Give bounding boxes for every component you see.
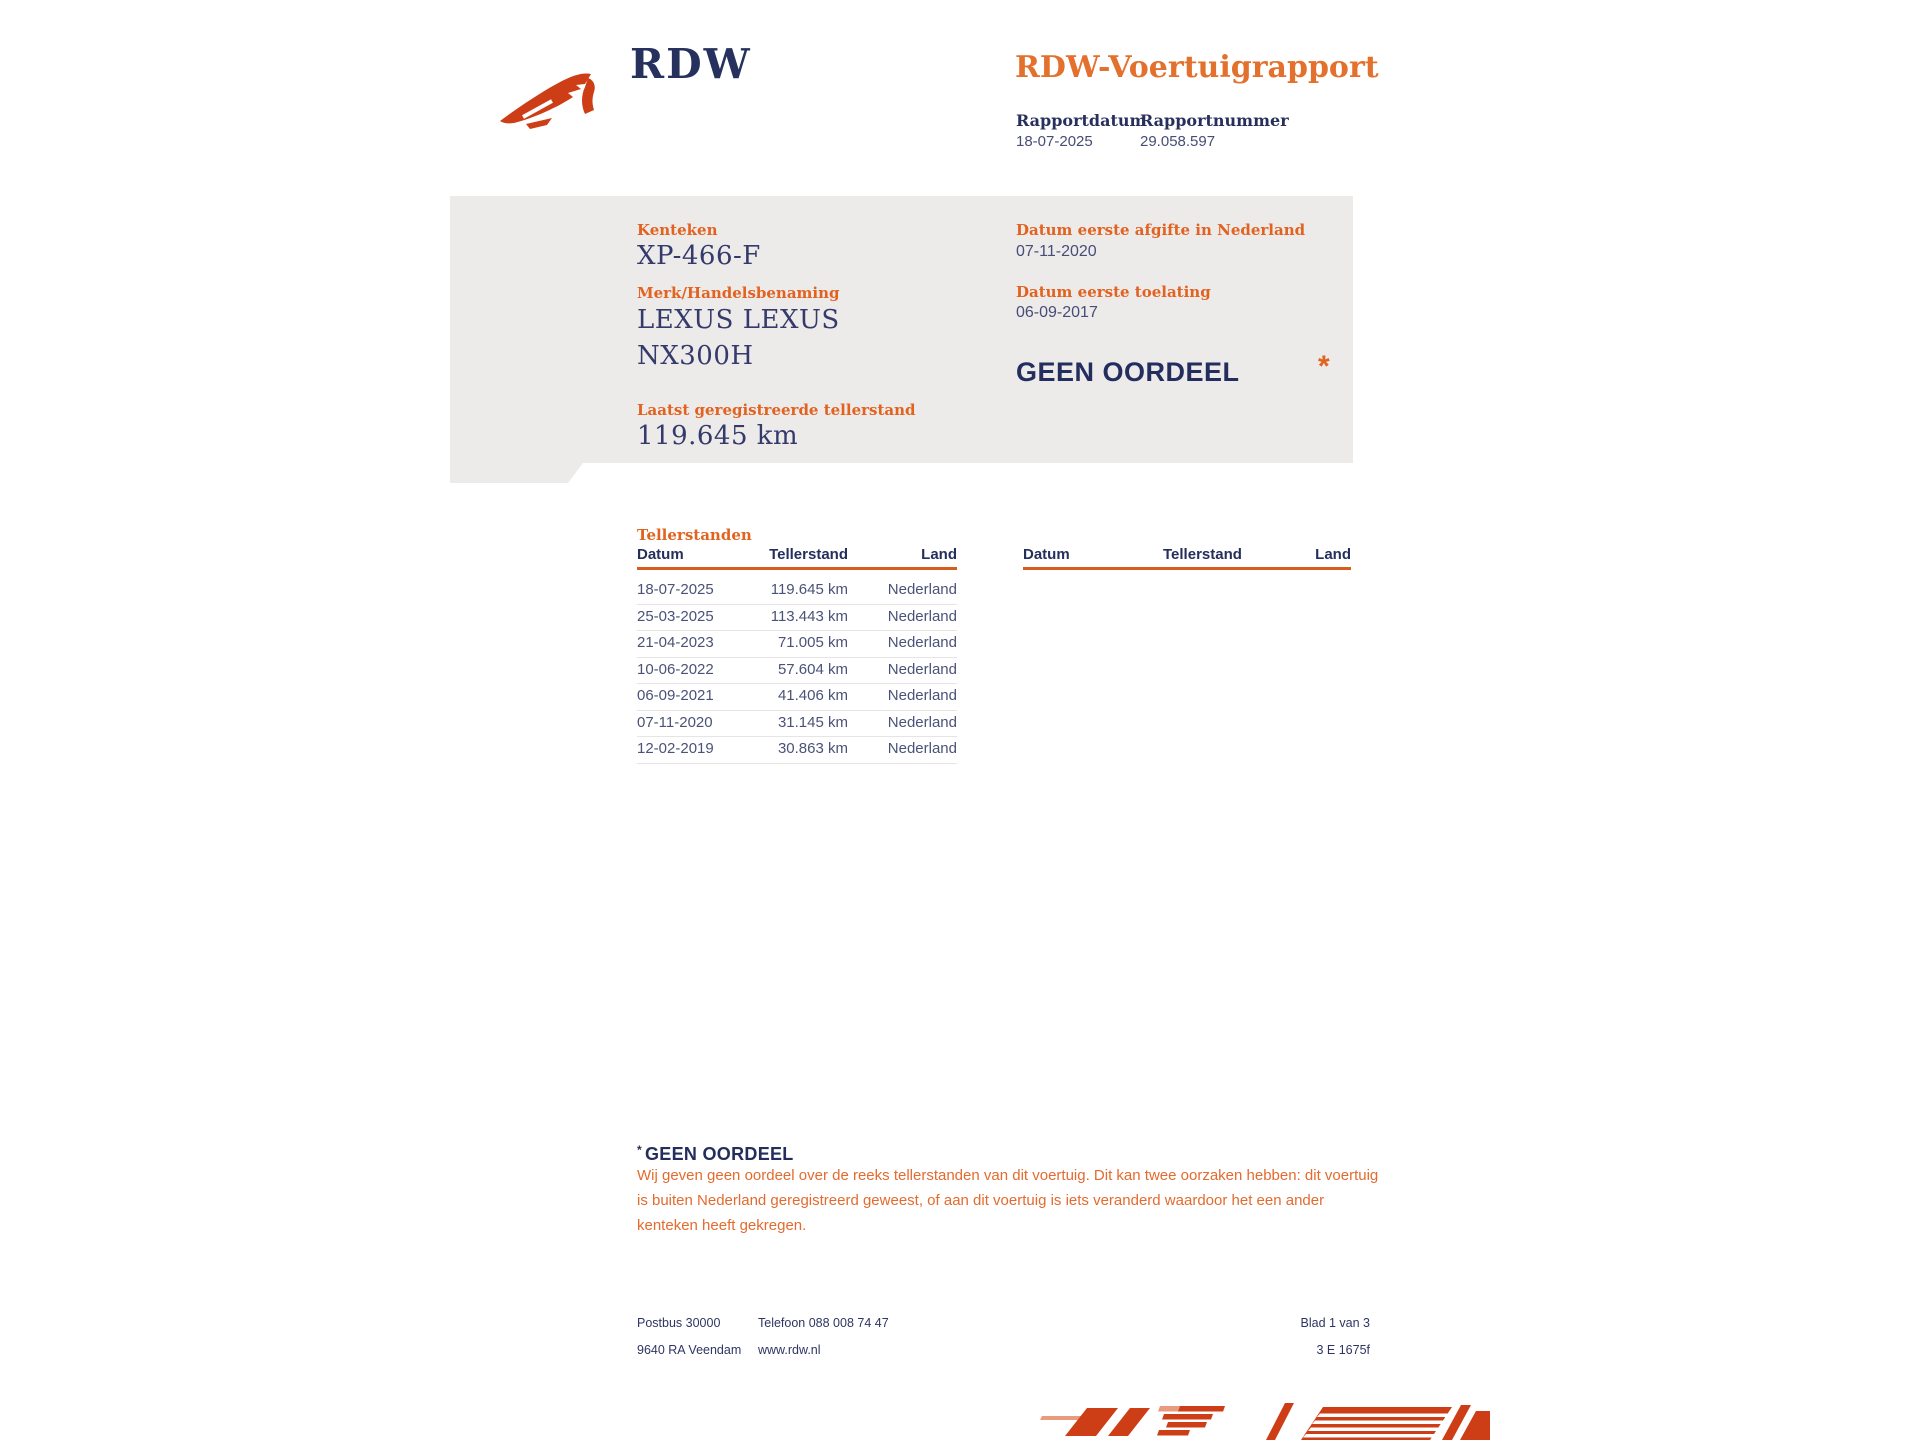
cell-land: Nederland: [887, 581, 957, 598]
page-title: RDW-Voertuigrapport: [1015, 50, 1379, 85]
vehicle-summary-box: [450, 196, 1353, 483]
toelating-label: Datum eerste toelating: [1016, 283, 1211, 301]
afgifte-label: Datum eerste afgifte in Nederland: [1016, 221, 1306, 239]
footer-page-number: Blad 1 van 3: [1300, 1316, 1370, 1330]
oordeel-text: GEEN OORDEEL: [1016, 357, 1240, 387]
column-header-datum: Datum: [637, 546, 684, 563]
rdw-logo-text: RDW: [630, 40, 752, 88]
toelating-value: 06-09-2017: [1016, 304, 1098, 321]
cell-tellerstand: 30.863 km: [777, 740, 848, 757]
oordeel-asterisk: *: [1318, 350, 1330, 383]
cell-datum: 18-07-2025: [637, 581, 714, 598]
cell-land: Nederland: [887, 607, 957, 625]
rdw-logo: [498, 62, 618, 132]
report-number-label: Rapportnummer: [1140, 111, 1289, 130]
footer-phone: Telefoon 088 008 74 47: [758, 1316, 889, 1330]
afgifte-value: 07-11-2020: [1016, 243, 1097, 260]
cell-datum: 25-03-2025: [637, 607, 714, 625]
cell-datum: 06-09-2021: [637, 687, 714, 704]
column-header-tellerstand: Tellerstand: [769, 546, 848, 563]
tellerstanden-table-empty-header: [1023, 546, 1351, 570]
merk-value-line1: LEXUS LEXUS: [637, 305, 840, 335]
speed-lines-icon: [1040, 1403, 1490, 1440]
cell-datum: 07-11-2020: [637, 713, 713, 731]
cell-land: Nederland: [887, 634, 957, 651]
report-date-label: Rapportdatum: [1016, 111, 1147, 130]
kenteken-label: Kenteken: [637, 221, 718, 239]
footnote-asterisk: *: [637, 1143, 642, 1157]
footer-website: www.rdw.nl: [758, 1343, 821, 1357]
tellerstanden-section-title: Tellerstanden: [637, 526, 752, 544]
footer-address-line1: Postbus 30000: [637, 1316, 721, 1330]
cell-tellerstand: 71.005 km: [777, 634, 848, 651]
footer-address-line2: 9640 RA Veendam: [637, 1343, 742, 1357]
cell-datum: 21-04-2023: [637, 634, 714, 651]
tellerstanden-table-empty: [1023, 546, 1351, 570]
cell-land: Nederland: [887, 687, 957, 704]
cell-tellerstand: 57.604 km: [777, 660, 848, 678]
footnote-title-text: GEEN OORDEEL: [644, 1144, 794, 1164]
table-row: [637, 605, 957, 632]
kenteken-value: XP-466-F: [637, 241, 761, 271]
table-row: [637, 684, 957, 711]
report-date-value: 18-07-2025: [1016, 133, 1093, 150]
rdw-feather-icon: [498, 62, 618, 132]
tellerstand-value: 119.645 km: [637, 421, 799, 451]
tellerstand-label: Laatst geregistreerde tellerstand: [637, 401, 916, 419]
cell-tellerstand: 119.645 km: [770, 581, 848, 598]
cell-land: Nederland: [887, 740, 957, 757]
column-header-land: Land: [921, 546, 957, 563]
merk-label: Merk/Handelsbenaming: [637, 284, 840, 302]
merk-value-line2: NX300H: [637, 341, 754, 371]
footnote-title: [637, 1143, 794, 1165]
cell-tellerstand: 41.406 km: [777, 687, 848, 704]
cell-datum: 10-06-2022: [637, 660, 714, 678]
table-row: [637, 578, 957, 605]
cell-land: Nederland: [887, 713, 957, 731]
cell-tellerstand: 113.443 km: [770, 607, 848, 625]
cell-land: Nederland: [887, 660, 957, 678]
tellerstanden-table: [637, 546, 957, 764]
cell-datum: 12-02-2019: [637, 740, 714, 757]
table-row: [637, 631, 957, 658]
column-header-land: Land: [1315, 546, 1351, 563]
tellerstanden-table-body: [637, 578, 957, 764]
footnote-text: Wij geven geen oordeel over de reeks tellerstanden van dit voertuig. Dit kan twee oorzaken hebben: dit voertuig is buiten Nederland geregistreerd geweest, of aan dit voertuig is iets veranderd waardoor het een ander kenteken heeft gekregen.: [637, 1167, 1379, 1234]
cell-tellerstand: 31.145 km: [777, 713, 848, 731]
report-number-value: 29.058.597: [1140, 133, 1216, 150]
column-header-tellerstand: Tellerstand: [1163, 546, 1242, 563]
table-row: [637, 658, 957, 685]
table-row: [637, 737, 957, 764]
tellerstanden-table-header: [637, 546, 957, 570]
table-row: [637, 711, 957, 738]
column-header-datum: Datum: [1023, 546, 1070, 563]
footer-form-code: 3 E 1675f: [1316, 1343, 1370, 1357]
